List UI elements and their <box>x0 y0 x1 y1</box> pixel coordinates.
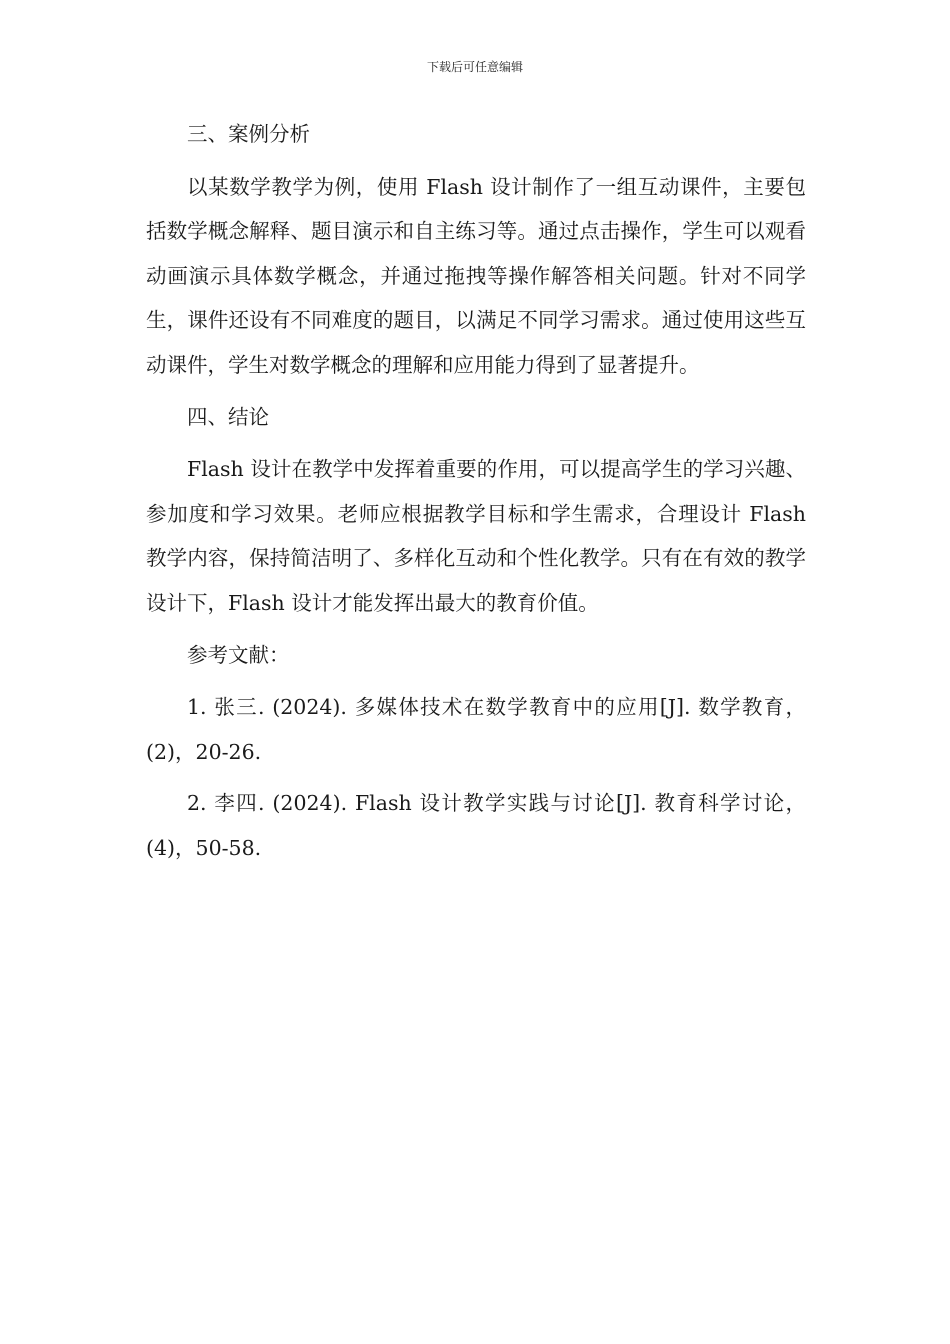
reference-item-1: 1. 张三. (2024). 多媒体技术在数学教育中的应用[J]. 数学教育，(2)，20-26. <box>146 695 806 764</box>
paragraph-case-analysis: 以某数学教学为例，使用 Flash 设计制作了一组互动课件，主要包括数学概念解释、题目演示和自主练习等。通过点击操作，学生可以观看动画演示具体数学概念，并通过拖拽等操作解答相关问题。针对不同学生，课件还设有不同难度的题目，以满足不同学习需求。通过使用这些互动课件，学生对数学概念的理解和应用能力得到了显著提升。 <box>146 174 806 377</box>
section-heading-references: 参考文献： <box>187 642 290 667</box>
reference-item-2: 2. 李四. (2024). Flash 设计教学实践与讨论[J]. 教育科学讨论，(4)，50-58. <box>146 791 806 860</box>
paragraph-conclusion: Flash 设计在教学中发挥着重要的作用，可以提高学生的学习兴趣、参加度和学习效果。老师应根据教学目标和学生需求，合理设计 Flash 教学内容，保持简洁明了、多样化互动和个性化教学。只有在有效的教学设计下，Flash 设计才能发挥出最大的教育价值。 <box>146 457 806 615</box>
section-heading-conclusion: 四、结论 <box>187 404 269 429</box>
page-header: 下载后可任意编辑 <box>426 60 523 74</box>
section-heading-case-analysis: 三、案例分析 <box>187 122 310 146</box>
document-body <box>146 112 806 878</box>
